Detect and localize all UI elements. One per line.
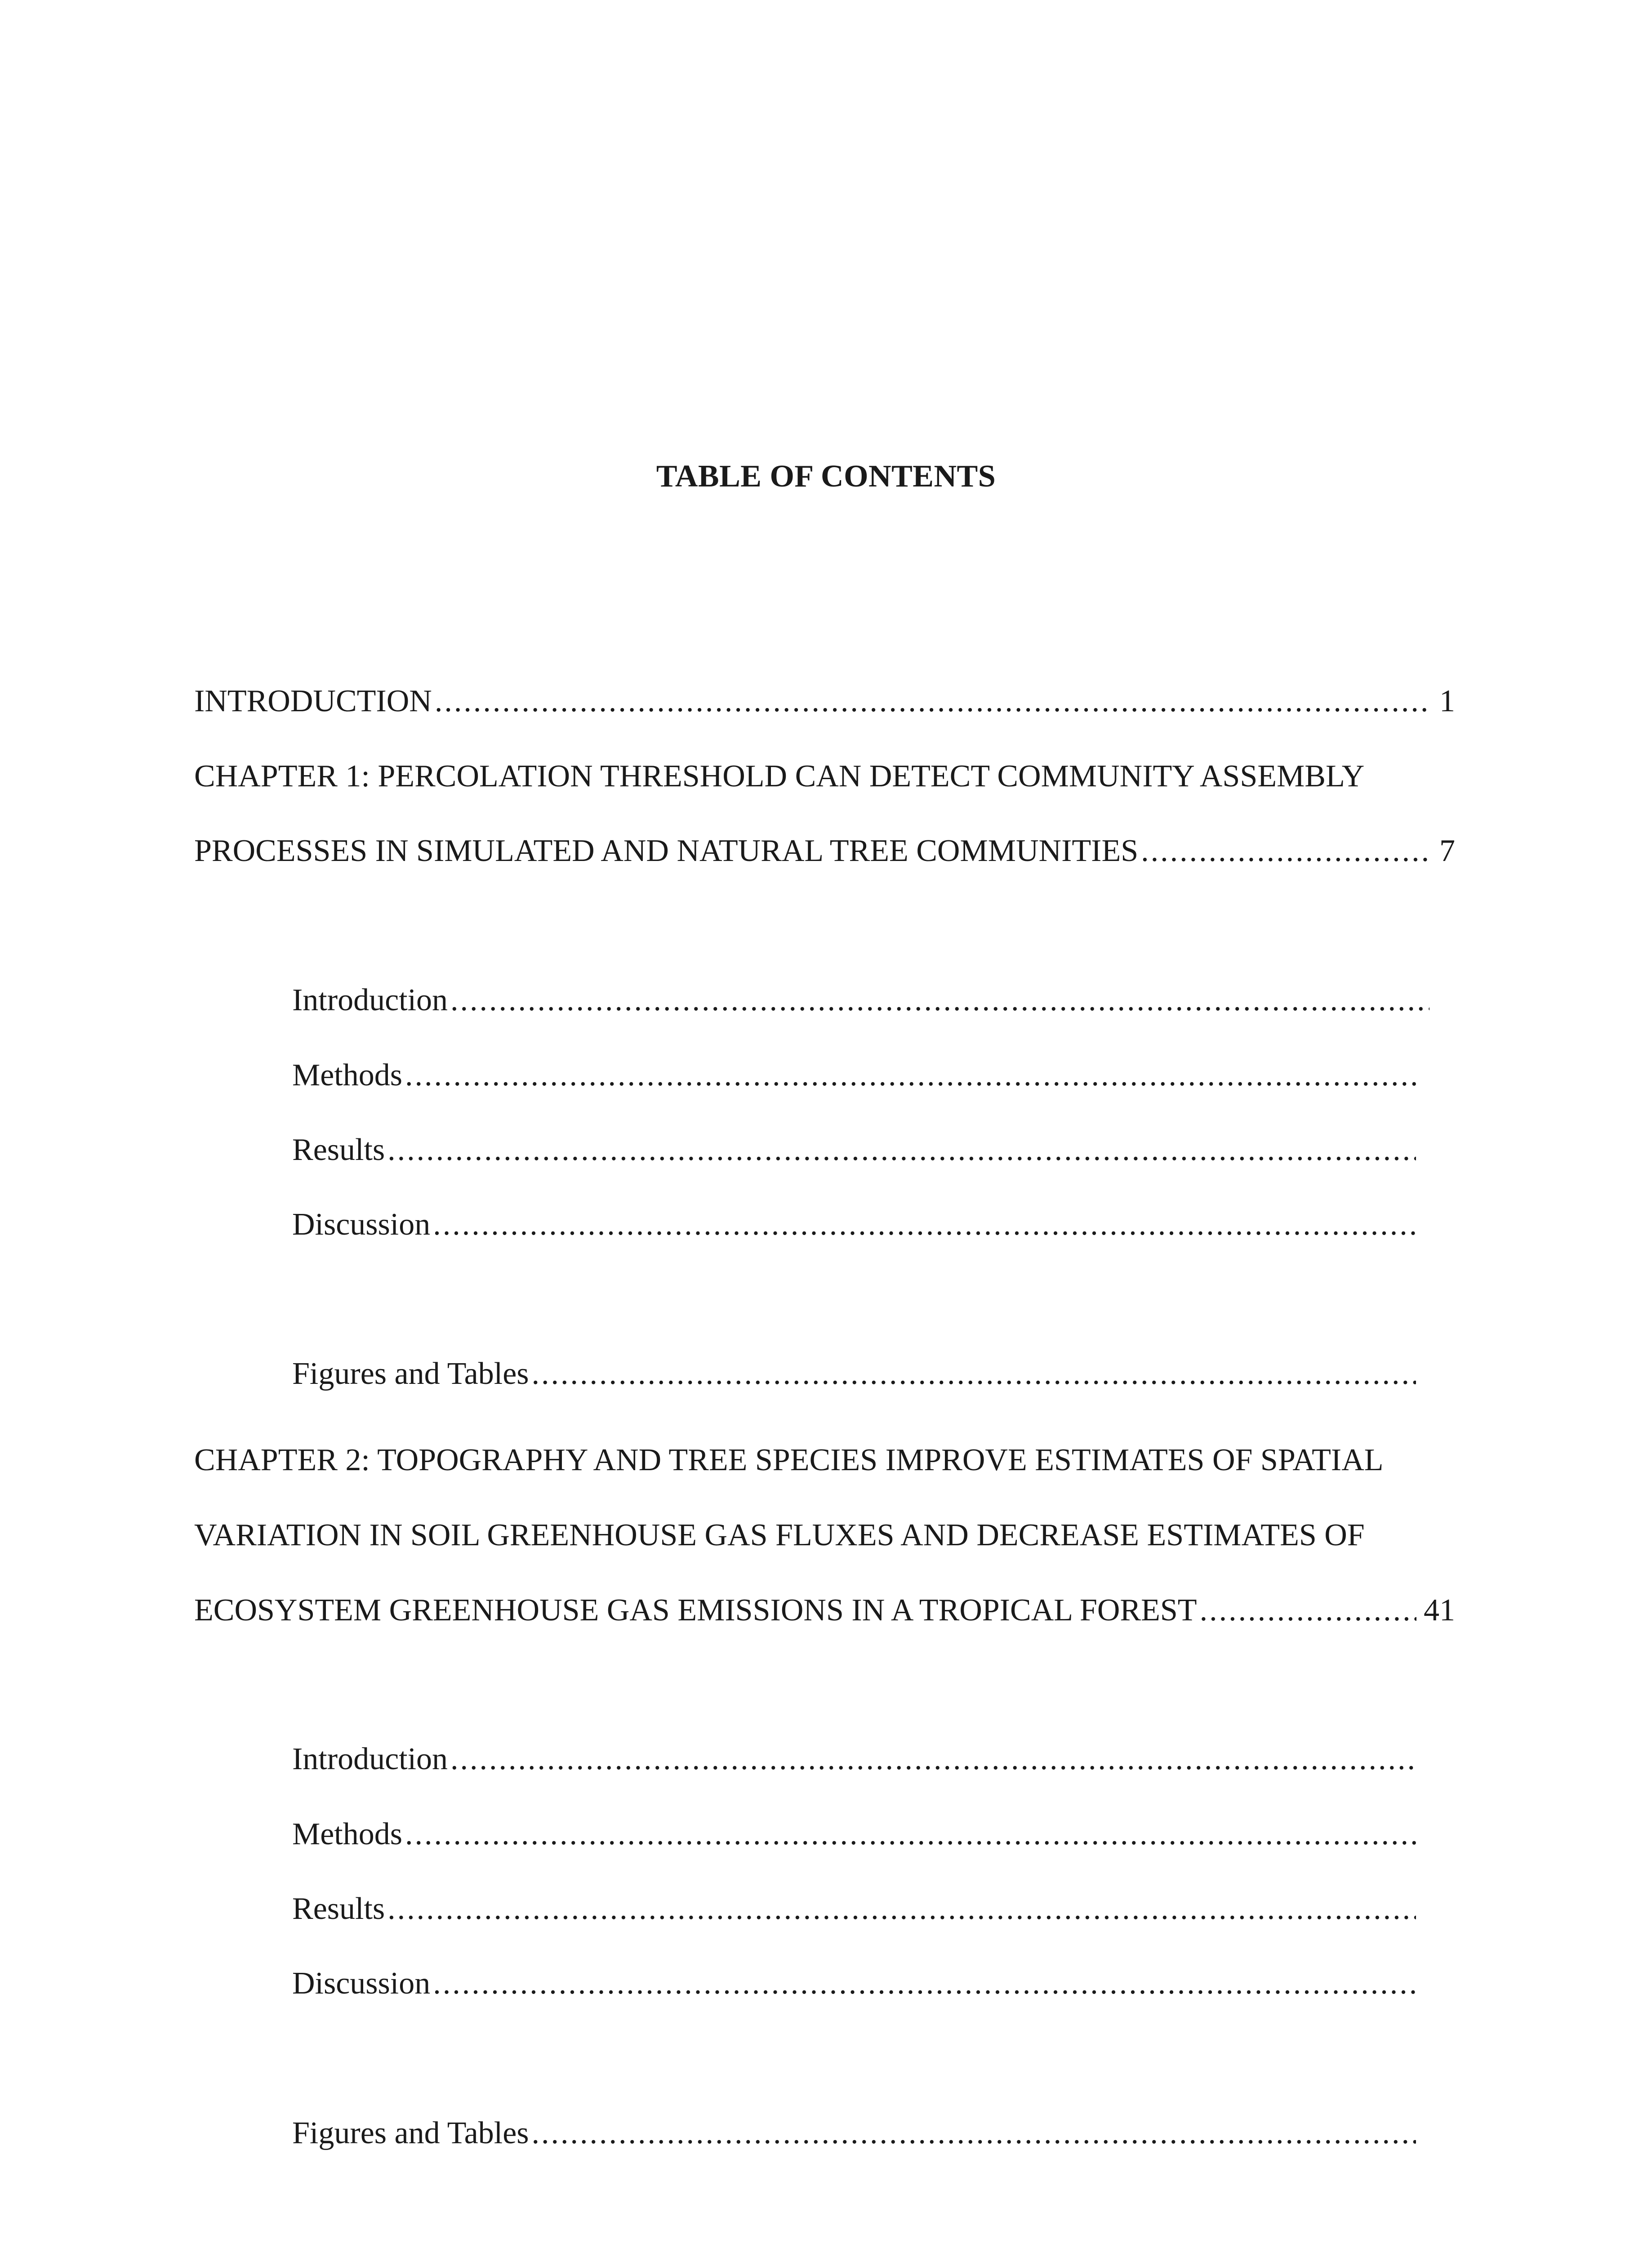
toc-section-ch1-introduction[interactable]	[292, 980, 1429, 1021]
toc-section-ch2-discussion[interactable]	[292, 1963, 1416, 2004]
dot-leader	[1141, 831, 1432, 871]
toc-page-number: 41	[1424, 1593, 1455, 1628]
toc-entry-chapter2[interactable]	[194, 1590, 1455, 1631]
toc-section-label: Methods	[292, 1817, 402, 1851]
dot-leader	[450, 1739, 1416, 1780]
dot-leader	[405, 1814, 1416, 1855]
toc-entry-chapter2-line1[interactable]: CHAPTER 2: TOPOGRAPHY AND TREE SPECIES IMPROVE ESTIMATES OF SPATIAL	[194, 1443, 1384, 1477]
toc-section-ch1-figures-and-tables[interactable]	[292, 1354, 1416, 1394]
toc-entry-chapter1-line1[interactable]: CHAPTER 1: PERCOLATION THRESHOLD CAN DETECT COMMUNITY ASSEMBLY	[194, 759, 1365, 794]
dot-leader	[433, 1204, 1416, 1245]
dot-leader	[1200, 1590, 1416, 1631]
toc-section-ch1-methods[interactable]	[292, 1055, 1416, 1096]
toc-page-number: 1	[1439, 684, 1455, 718]
dot-leader	[532, 2113, 1416, 2154]
toc-entry-label: PROCESSES IN SIMULATED AND NATURAL TREE COMMUNITIES	[194, 834, 1139, 868]
dot-leader	[450, 980, 1429, 1021]
dot-leader	[433, 1963, 1416, 2004]
dot-leader	[435, 681, 1432, 722]
toc-section-label: Methods	[292, 1058, 402, 1093]
toc-section-ch2-results[interactable]	[292, 1889, 1416, 1929]
toc-section-ch2-figures-and-tables[interactable]	[292, 2113, 1416, 2154]
toc-section-label: Figures and Tables	[292, 2116, 529, 2150]
dot-leader	[532, 1354, 1416, 1394]
toc-section-label: Introduction	[292, 1742, 448, 1776]
page-title: TABLE OF CONTENTS	[656, 459, 996, 494]
dot-leader	[387, 1889, 1416, 1929]
toc-page-number: 7	[1439, 834, 1455, 868]
toc-section-label: Introduction	[292, 983, 448, 1017]
toc-entry-chapter1[interactable]	[194, 831, 1455, 871]
toc-section-ch2-methods[interactable]	[292, 1814, 1416, 1855]
toc-entry-label: ECOSYSTEM GREENHOUSE GAS EMISSIONS IN A TROPICAL FOREST	[194, 1593, 1197, 1628]
toc-section-label: Results	[292, 1133, 385, 1167]
toc-section-ch1-discussion[interactable]	[292, 1204, 1416, 1245]
toc-section-label: Figures and Tables	[292, 1356, 529, 1391]
toc-section-ch2-introduction[interactable]	[292, 1739, 1416, 1780]
toc-section-label: Discussion	[292, 1966, 431, 2001]
dot-leader	[405, 1055, 1416, 1096]
toc-entry-introduction[interactable]	[194, 681, 1455, 722]
toc-entry-label: INTRODUCTION	[194, 684, 432, 718]
toc-entry-chapter2-line2[interactable]: VARIATION IN SOIL GREENHOUSE GAS FLUXES AND DECREASE ESTIMATES OF	[194, 1518, 1365, 1552]
toc-section-ch1-results[interactable]	[292, 1130, 1416, 1170]
dot-leader	[387, 1130, 1416, 1170]
toc-section-label: Results	[292, 1891, 385, 1926]
toc-section-label: Discussion	[292, 1207, 431, 1242]
